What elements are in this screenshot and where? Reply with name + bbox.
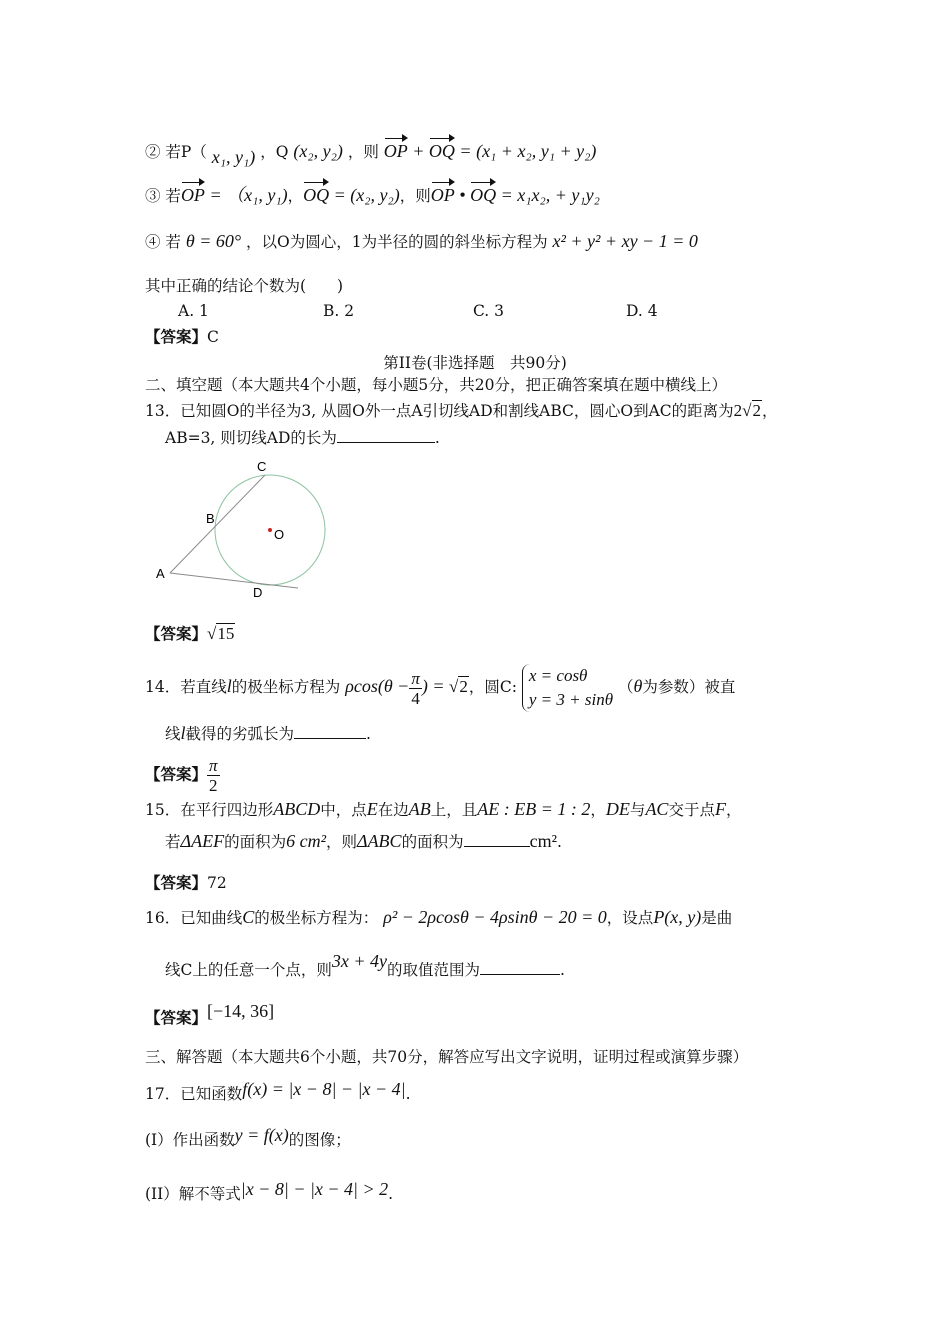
- option-d: D. 4: [626, 302, 658, 320]
- q16-p4: 是曲: [701, 909, 733, 927]
- label-o: O: [274, 527, 285, 542]
- q15-p2: 中，点: [320, 801, 367, 819]
- section-2-heading: 二、填空题（本大题共4个小题，每小题5分，共20分，把正确答案填在题中横线上）: [145, 376, 727, 394]
- answer-value: 72: [207, 874, 227, 892]
- triangle-aef: ΔAEF: [180, 831, 225, 851]
- segment-de: DE: [605, 799, 630, 819]
- sqrt-2: √2: [449, 677, 468, 696]
- tangent-ad: [170, 573, 298, 588]
- center-dot: [268, 528, 272, 532]
- q13-answer: [145, 623, 235, 645]
- param-system: [522, 664, 613, 712]
- part-1-label: (I）作出函数: [145, 1131, 235, 1149]
- abcd: ABCD: [273, 799, 321, 819]
- curve-c: C: [242, 907, 255, 927]
- paren: （: [618, 678, 634, 696]
- period: .: [388, 1185, 394, 1203]
- line-l: l: [180, 723, 186, 743]
- segment-ac: AC: [645, 799, 669, 819]
- q16-p3: ，设点: [606, 909, 654, 927]
- frac-num: π: [411, 668, 420, 688]
- q14-answer: [145, 756, 220, 795]
- vector-op: OP: [181, 180, 205, 206]
- point-p: P(x, y): [653, 907, 702, 927]
- sys-eq2: y = 3 + sinθ: [528, 690, 614, 709]
- answer-label: 【答案】: [145, 327, 208, 346]
- circle-equation: x² + y² + xy − 1 = 0: [552, 231, 698, 251]
- polar-eq-right: ) =: [421, 676, 449, 696]
- q16-line2: [165, 951, 565, 981]
- q15-answer: [145, 872, 227, 894]
- q15-p6: 与: [629, 801, 646, 819]
- q15-line1: [145, 798, 741, 821]
- inequality: |x − 8| − |x − 4| > 2: [240, 1179, 389, 1199]
- theta-value: θ = 60°: [185, 231, 242, 251]
- q15-line2: [165, 830, 562, 853]
- answer-label: 【答案】: [145, 764, 208, 784]
- q15-p3: 在边: [377, 801, 409, 819]
- section-3-heading: 三、解答题（本大题共6个小题，共70分，解答应写出文字说明，证明过程或演算步骤）: [145, 1048, 749, 1066]
- q12-answer: [145, 326, 219, 348]
- q14-line2: [165, 722, 371, 745]
- equals: = （: [204, 185, 245, 205]
- area-value: 6 cm²: [286, 831, 326, 851]
- part-1-end: 的图像；: [288, 1131, 351, 1149]
- label-b: B: [206, 511, 215, 526]
- q15-p7: 交于点: [668, 801, 715, 819]
- q14-prefix: 14．若直线: [145, 678, 227, 696]
- q13-line1: [145, 400, 778, 422]
- q16-p2: 的极坐标方程为：: [254, 909, 379, 927]
- function-def: f(x) = |x − 8| − |x − 4|: [242, 1079, 406, 1099]
- vector-oq: OQ: [303, 180, 329, 206]
- q17-part-2: [145, 1179, 394, 1205]
- unit: cm²: [529, 831, 557, 851]
- polar-eq-left: ρcos(θ −: [345, 676, 410, 696]
- q14-line2-prefix: 线: [165, 725, 181, 743]
- q16-answer: [145, 1001, 275, 1029]
- circle-text: ，圆C:: [468, 678, 517, 696]
- q12-question: 其中正确的结论个数为( ): [145, 277, 344, 295]
- point-q: (x₂, y₂): [293, 141, 343, 161]
- dist-coef: 2: [733, 401, 743, 420]
- answer-den: 2: [209, 776, 218, 795]
- vector-oq: OQ: [429, 136, 455, 162]
- then-text: ，则: [347, 143, 379, 161]
- function-y: y = f(x): [234, 1125, 289, 1145]
- frac-den: 4: [411, 688, 420, 708]
- dist-radicand: 2: [752, 401, 762, 420]
- answer-blank[interactable]: [337, 426, 435, 443]
- label-a: A: [156, 566, 165, 581]
- option-a: A. 1: [178, 302, 209, 320]
- q12-item-3: [145, 180, 600, 207]
- period: .: [366, 725, 371, 743]
- plus: +: [407, 141, 429, 161]
- answer-blank[interactable]: [294, 722, 366, 739]
- comma: ，: [762, 402, 778, 420]
- line-l: l: [226, 676, 232, 696]
- point-q: = (x₂, y₂): [329, 185, 400, 205]
- q16-l2b: 的取值范围为: [387, 961, 481, 979]
- answer-value: √15: [207, 624, 235, 643]
- q16-line1: [145, 906, 732, 929]
- secant-abc: [170, 475, 265, 573]
- answer-label: 【答案】: [145, 624, 208, 643]
- side-ab: AB: [408, 799, 431, 819]
- pi-over-4: [409, 669, 422, 708]
- q15-l2b: 的面积为: [224, 833, 287, 851]
- answer-blank[interactable]: [480, 958, 560, 975]
- point-f: F: [714, 799, 726, 819]
- point-e: E: [366, 799, 378, 819]
- point-p: x₁, y₁): [244, 185, 288, 205]
- comma: ，: [287, 187, 304, 205]
- radicand: 2: [459, 677, 468, 696]
- distance-value: 2√2: [733, 401, 762, 420]
- period: .: [405, 1085, 411, 1103]
- answer-value: [−14, 36]: [207, 1001, 275, 1021]
- q14-line2-text: 截得的劣弧长为: [185, 725, 295, 743]
- q15-p5: ，: [590, 801, 606, 819]
- q13-text2: AB=3, 则切线AD的长为: [165, 429, 337, 447]
- q15-l2c: ，则: [325, 833, 357, 851]
- label-d: D: [253, 585, 263, 600]
- item-4-text: ，以O为圆心，1为半径的圆的斜坐标方程为: [246, 233, 548, 251]
- answer-label: 【答案】: [145, 1008, 208, 1027]
- q12-item-4: [145, 230, 698, 253]
- ratio: AE : EB = 1 : 2: [477, 799, 591, 819]
- q15-l2d: 的面积为: [401, 833, 464, 851]
- q17-p1: 17．已知函数: [145, 1085, 243, 1103]
- q13-line2: [165, 426, 440, 449]
- q14-line1: [145, 664, 735, 712]
- dot-product-result: = x₁x₂, + y₁y₂: [496, 185, 600, 205]
- answer-num: π: [209, 756, 218, 775]
- q17-part-1: [145, 1125, 351, 1151]
- point-p: x₁, y₁): [211, 147, 256, 167]
- q16-p1: 16．已知曲线: [145, 909, 243, 927]
- answer-blank[interactable]: [464, 830, 530, 847]
- option-b: B. 2: [323, 302, 355, 320]
- q-label: ，Q: [260, 143, 289, 161]
- theta: θ: [633, 676, 643, 696]
- polar-equation: ρ² − 2ρcosθ − 4ρsinθ − 20 = 0: [383, 907, 607, 927]
- q13-text: 13．已知圆O的半径为3, 从圆O外一点A引切线AD和割线ABC，圆心O到AC的距离为: [145, 402, 734, 420]
- q14-mid: 的极坐标方程为: [231, 678, 341, 696]
- answer-value: C: [207, 328, 219, 346]
- item-2-prefix: ② 若P（: [145, 143, 207, 161]
- item-4-prefix: ④ 若: [145, 233, 181, 251]
- period: .: [434, 429, 440, 447]
- then-text: ，则: [399, 187, 431, 205]
- q15-p4: 上，且: [430, 801, 478, 819]
- triangle-abc: ΔABC: [357, 831, 402, 851]
- vector-oq: OQ: [470, 180, 496, 206]
- vector-sum-result: = (x₁ + x₂, y₁ + y₂): [454, 141, 597, 161]
- dot: •: [454, 185, 471, 205]
- vector-op: OP: [431, 180, 455, 206]
- sys-eq1: x = cosθ: [528, 666, 588, 685]
- option-c: C. 3: [473, 302, 505, 320]
- param-text: 为参数）被直: [642, 678, 736, 696]
- item-3-prefix: ③ 若: [145, 187, 181, 205]
- part-2-label: (II）解不等式: [145, 1185, 241, 1203]
- answer-value: [207, 756, 220, 795]
- q15-l2a: 若: [165, 833, 181, 851]
- q17-line1: [145, 1079, 411, 1105]
- answer-label: 【答案】: [145, 873, 208, 892]
- q15-p1: 15．在平行四边形: [145, 801, 274, 819]
- period: .: [560, 961, 565, 979]
- answer-radicand: 15: [217, 624, 235, 643]
- period: .: [556, 833, 562, 851]
- expression: 3x + 4y: [331, 951, 387, 971]
- q15-p8: ，: [725, 801, 742, 819]
- section-2-title: 第II卷(非选择题 共90分): [383, 354, 567, 372]
- vector-op: OP: [384, 136, 408, 162]
- circle-tangent-figure: [140, 455, 340, 605]
- label-c: C: [257, 459, 267, 474]
- q12-item-2: [145, 136, 597, 167]
- q16-l2a: 线C上的任意一个点，则: [165, 961, 332, 979]
